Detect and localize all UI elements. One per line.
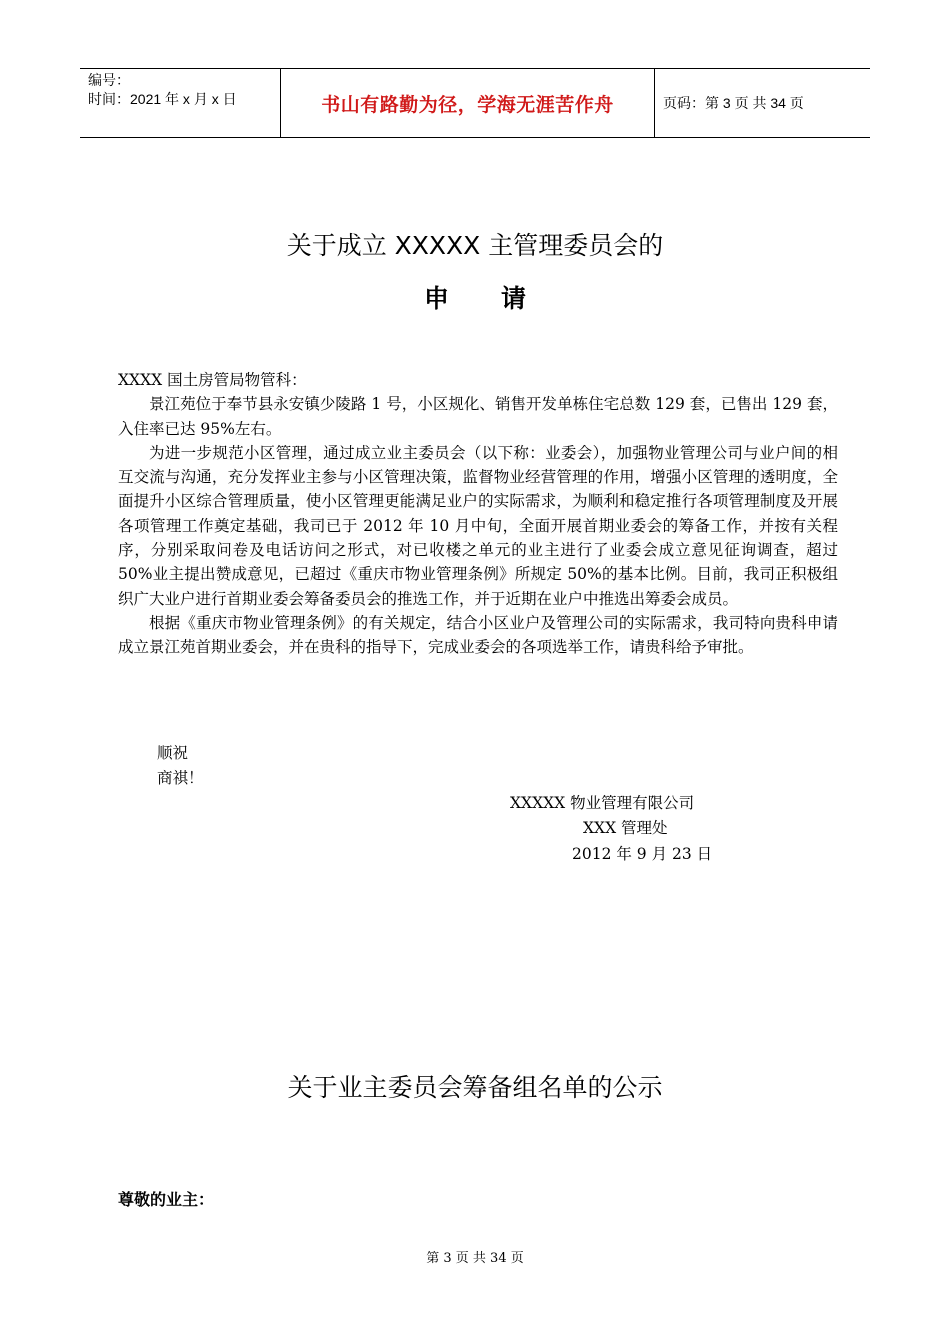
subtitle-char-1: 申 bbox=[423, 284, 449, 313]
notice-greeting: 尊敬的业主： bbox=[118, 1190, 215, 1209]
header-meta-cell bbox=[80, 69, 280, 139]
signature-date: 2012 年 9 月 23 日 bbox=[572, 845, 713, 863]
closing-line-1: 顺祝 bbox=[157, 744, 189, 762]
header-page-cell bbox=[655, 69, 878, 137]
notice-title: 关于业主委员会筹备组名单的公示 bbox=[287, 1073, 663, 1102]
page-footer: 第 3 页 共 34 页 bbox=[426, 1251, 524, 1266]
body-paragraph: 为进一步规范小区管理，通过成立业主委员会（以下称：业委会），加强物业管理公司与业户间的相互交流与沟通，充分发挥业主参与小区管理决策，监督物业经营管理的作用，增强小区管理的透明度，全面提升小区综合管理质量，使小区管理更能满足业户的实际需求，为顺利和稳定推行各项管理制度及开展各项管理工作奠定基础，我司已于 2012 年 10 月中旬，全面开展首期业委会的筹备工作，并按有关程序，分别采取问卷及电话访问之形式，对已收楼之单元的业主进行了业委会成立意见征询调查，超过 50%业主提出赞成意见，已超过《重庆市物业管理条例》所规定 50%的基本比例。目前，我司正积极组织广大业户进行首期业委会筹备委员会的推选工作，并于近期在业户中推选出筹委会成员。 bbox=[118, 443, 838, 608]
body-paragraph: 景江苑位于奉节县永安镇少陵路 1 号，小区规化、销售开发单栋住宅总数 129 套，已售出 129 套，入住率已达 95%左右。 bbox=[118, 395, 838, 438]
page-number-info: 页码：第 3 页 共 34 页 bbox=[663, 95, 804, 111]
signature-office: XXX 管理处 bbox=[583, 819, 668, 837]
header-motto-cell bbox=[280, 69, 655, 137]
signature-company: XXXXX 物业管理有限公司 bbox=[510, 794, 695, 812]
application-title: 关于成立 XXXXX 主管理委员会的 bbox=[286, 231, 664, 260]
application-body bbox=[118, 368, 838, 660]
body-paragraph: 根据《重庆市物业管理条例》的有关规定，结合小区业户及管理公司的实际需求，我司特向贵科申请成立景江苑首期业委会，并在贵科的指导下，完成业委会的各项选举工作，请贵科给予审批。 bbox=[118, 613, 838, 657]
header-table bbox=[80, 68, 870, 138]
motto-text: 书山有路勤为径，学海无涯苦作舟 bbox=[321, 93, 614, 116]
recipient-line: XXXX 国土房管局物管科： bbox=[118, 371, 307, 389]
subtitle-char-2: 请 bbox=[501, 284, 527, 313]
application-subtitle bbox=[0, 279, 950, 315]
document-number-label: 编号： bbox=[88, 72, 130, 88]
closing-line-2: 商祺！ bbox=[157, 769, 204, 787]
document-time-label: 时间：2021 年 x 月 x 日 bbox=[88, 91, 237, 107]
